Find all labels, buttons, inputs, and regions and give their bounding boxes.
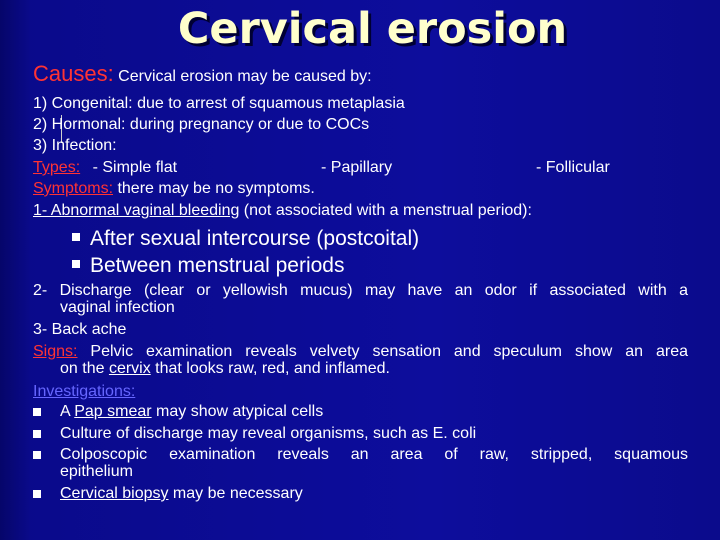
causes-label: Causes: — [33, 61, 114, 86]
symptoms-text: there may be no symptoms. — [113, 180, 315, 197]
square-bullet-icon — [72, 260, 80, 268]
investigations-heading — [33, 382, 135, 401]
types-item-papillary: - Papillary — [321, 159, 393, 176]
types-item-follicular: - Follicular — [536, 159, 610, 176]
types-line — [33, 158, 688, 177]
signs-line2-post: that looks raw, red, and inflamed. — [150, 360, 390, 377]
investigation-item-colposcopy-line-2: epithelium — [60, 463, 133, 480]
bleeding-bullet-text: After sexual intercourse (postcoital) — [90, 227, 420, 250]
square-bullet-icon — [33, 430, 41, 438]
cervical-biopsy-link[interactable]: Cervical biopsy — [60, 485, 169, 502]
types-item-simple-flat: - Simple flat — [92, 159, 178, 176]
square-bullet-icon — [33, 408, 41, 416]
square-bullet-icon — [33, 451, 41, 459]
signs-text: Pelvic examination reveals velvety sensation and speculum show an area — [77, 343, 688, 360]
investigation-item-pap-smear — [60, 403, 323, 420]
slide-left-bar — [0, 0, 30, 540]
signs-line-1 — [33, 343, 688, 360]
backache-line: 3- Back ache — [33, 321, 127, 338]
discharge-line-1: 2- Discharge (clear or yellowish mucus) may have an odor if associated with a — [33, 282, 688, 299]
square-bullet-icon — [33, 490, 41, 498]
types-label: Types: — [33, 159, 81, 176]
causes-line — [33, 61, 372, 86]
investigations-label: Investigations: — [33, 383, 136, 400]
abnormal-bleeding-line — [33, 201, 532, 220]
cause-item-2: 2) Hormonal: during pregnancy or due to COCs — [33, 116, 370, 133]
investigation-item-biopsy — [60, 485, 303, 502]
cervix-link[interactable]: cervix — [108, 360, 151, 377]
bleeding-bullet-postcoital — [72, 227, 419, 251]
cause-item-3: 3) Infection: — [33, 137, 117, 154]
abnormal-bleeding-rest: (not associated with a menstrual period): — [239, 202, 532, 219]
investigation-item-culture: Culture of discharge may reveal organisms, such as E. coli — [60, 425, 477, 442]
cause-item-1: 1) Congenital: due to arrest of squamous metaplasia — [33, 95, 405, 112]
symptoms-line — [33, 179, 315, 198]
bleeding-bullet-text: Between menstrual periods — [90, 254, 345, 277]
abnormal-bleeding-link[interactable]: 1- Abnormal vaginal bleeding — [33, 202, 240, 219]
discharge-line-2: vaginal infection — [60, 299, 175, 316]
investigation-item1-post: may show atypical cells — [151, 403, 324, 420]
signs-label: Signs: — [33, 343, 78, 360]
causes-text: Cervical erosion may be caused by: — [113, 68, 372, 85]
investigation-item4-post: may be necessary — [168, 485, 303, 502]
signs-line2-pre: on the — [60, 360, 109, 377]
symptoms-label: Symptoms: — [33, 180, 114, 197]
investigation-item-colposcopy-line-1: Colposcopic examination reveals an area of raw, stripped, squamous — [60, 446, 688, 463]
investigation-item1-pre: A — [60, 403, 75, 420]
signs-line-2 — [60, 360, 390, 377]
square-bullet-icon — [72, 233, 80, 241]
pap-smear-link[interactable]: Pap smear — [74, 403, 152, 420]
slide-title: Cervical erosion — [177, 4, 568, 54]
bleeding-bullet-between-periods — [72, 254, 344, 278]
